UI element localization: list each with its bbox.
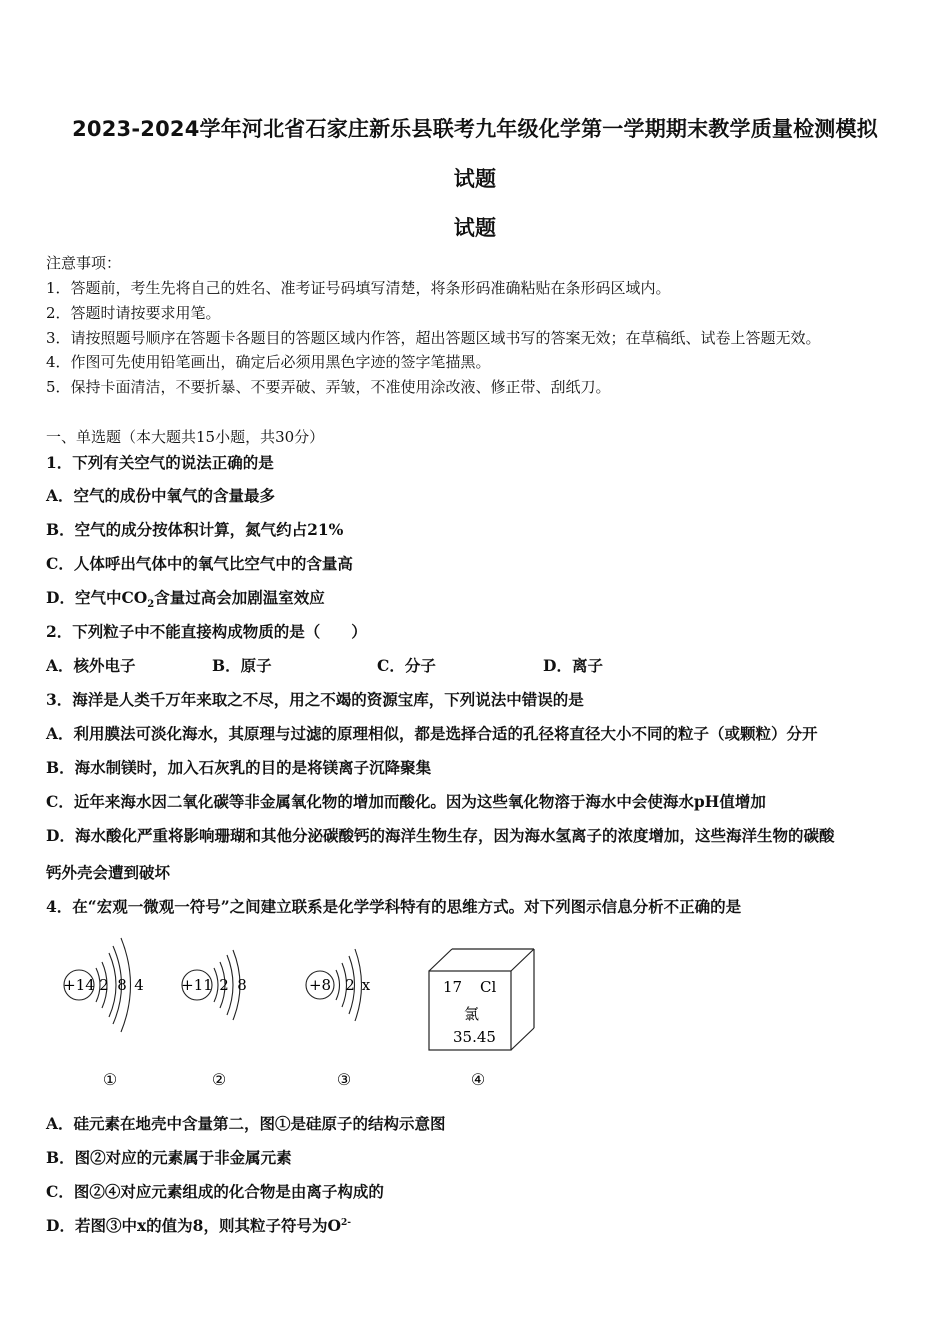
element-symbol: Cl [480, 978, 497, 996]
figure-label-2: ② [211, 1070, 227, 1088]
page-title: 2023-2024学年河北省石家庄新乐县联考九年级化学第一学期期末教学质量检测模拟 [72, 117, 878, 141]
figure-label-1: ① [102, 1070, 118, 1088]
q2-stem: 2．下列粒子中不能直接构成物质的是（ ） [46, 622, 367, 641]
notice-item-3: 3．请按照题号顺序在答题卡各题目的答题区域内作答，超出答题区域书写的答案无效；在草稿纸、试卷上答题无效。 [46, 329, 821, 347]
section-heading: 一、单选题（本大题共15小题，共30分） [46, 428, 325, 446]
q4-stem: 4．在“宏观一微观一符号”之间建立联系是化学学科特有的思维方式。对下列图示信息分析不正确的是 [46, 897, 742, 916]
q4-option-b: B．图②对应的元素属于非金属元素 [46, 1148, 292, 1167]
q3-stem: 3．海洋是人类千万年来取之不尽，用之不竭的资源宝库，下列说法中错误的是 [46, 690, 584, 709]
element-atomic-mass: 35.45 [453, 1028, 496, 1046]
notice-item-1: 1．答题前，考生先将自己的姓名、准考证号码填写清楚，将条形码准确粘贴在条形码区域内。 [46, 279, 671, 297]
q1-option-d-subscript: 2 [147, 599, 155, 611]
q1-option-d [46, 586, 325, 610]
q4-option-d-superscript: 2- [340, 1217, 351, 1228]
q2-option-c: C．分子 [377, 656, 436, 675]
shell-2-1: 2 [219, 976, 229, 994]
shell-1-2: 8 [117, 976, 127, 994]
shell-3-2: x [361, 976, 371, 994]
q2-option-b: B．原子 [212, 656, 272, 675]
q2-option-a: A．核外电子 [46, 656, 136, 675]
shell-3-1: 2 [345, 976, 355, 994]
page-subtitle: 试题 [453, 216, 497, 240]
q1-option-d-text-end: 含量过高会加剧温室效应 [154, 588, 325, 607]
q1-option-b: B．空气的成分按体积计算，氮气约占21% [46, 520, 344, 539]
q3-option-d-continued: 钙外壳会遭到破坏 [46, 863, 171, 882]
q1-option-a: A．空气的成份中氧气的含量最多 [46, 486, 276, 505]
q2-option-d: D．离子 [543, 656, 603, 675]
q3-option-d: D．海水酸化严重将影响珊瑚和其他分泌碳酸钙的海洋生物生存，因为海水氢离子的浓度增加，这些海洋生物的碳酸 [46, 826, 835, 845]
q4-option-c: C．图②④对应元素组成的化合物是由离子构成的 [46, 1182, 384, 1201]
element-atomic-number: 17 [443, 978, 463, 996]
figure-label-4: ④ [470, 1070, 486, 1088]
q1-stem: 1．下列有关空气的说法正确的是 [46, 453, 274, 472]
q3-option-b: B．海水制镁时，加入石灰乳的目的是将镁离子沉降聚集 [46, 758, 432, 777]
notice-item-4: 4．作图可先使用铅笔画出，确定后必须用黑色字迹的签字笔描黑。 [46, 353, 491, 371]
notice-item-5: 5．保持卡面清洁，不要折暴、不要弄破、弄皱，不准使用涂改液、修正带、刮纸刀。 [46, 378, 611, 396]
q4-figures [46, 928, 566, 1088]
q4-option-d-text: D．若图③中x的值为8，则其粒子符号为O [46, 1216, 341, 1235]
q4-option-d [46, 1214, 351, 1236]
nucleus-1: +14 [63, 976, 95, 994]
q1-option-d-text: D．空气中CO [46, 588, 148, 607]
notice-item-2: 2．答题时请按要求用笔。 [46, 304, 221, 322]
q3-option-c: C．近年来海水因二氧化碳等非金属氧化物的增加而酸化。因为这些氧化物溶于海水中会使海水pH值增加 [46, 792, 766, 811]
shell-1-1: 2 [99, 976, 109, 994]
figure-label-3: ③ [336, 1070, 352, 1088]
nucleus-3: +8 [308, 976, 332, 994]
nucleus-2: +11 [181, 976, 213, 994]
element-name: 氯 [464, 1005, 480, 1023]
page-title-continued: 试题 [453, 167, 497, 191]
shell-2-2: 8 [237, 976, 247, 994]
q4-option-a: A．硅元素在地壳中含量第二，图①是硅原子的结构示意图 [46, 1114, 446, 1133]
q1-option-c: C．人体呼出气体中的氧气比空气中的含量高 [46, 554, 353, 573]
shell-1-3: 4 [134, 976, 144, 994]
q3-option-a: A．利用膜法可淡化海水，其原理与过滤的原理相似，都是选择合适的孔径将直径大小不同的粒子（或颗粒）分开 [46, 724, 818, 743]
notice-heading: 注意事项： [46, 254, 122, 272]
